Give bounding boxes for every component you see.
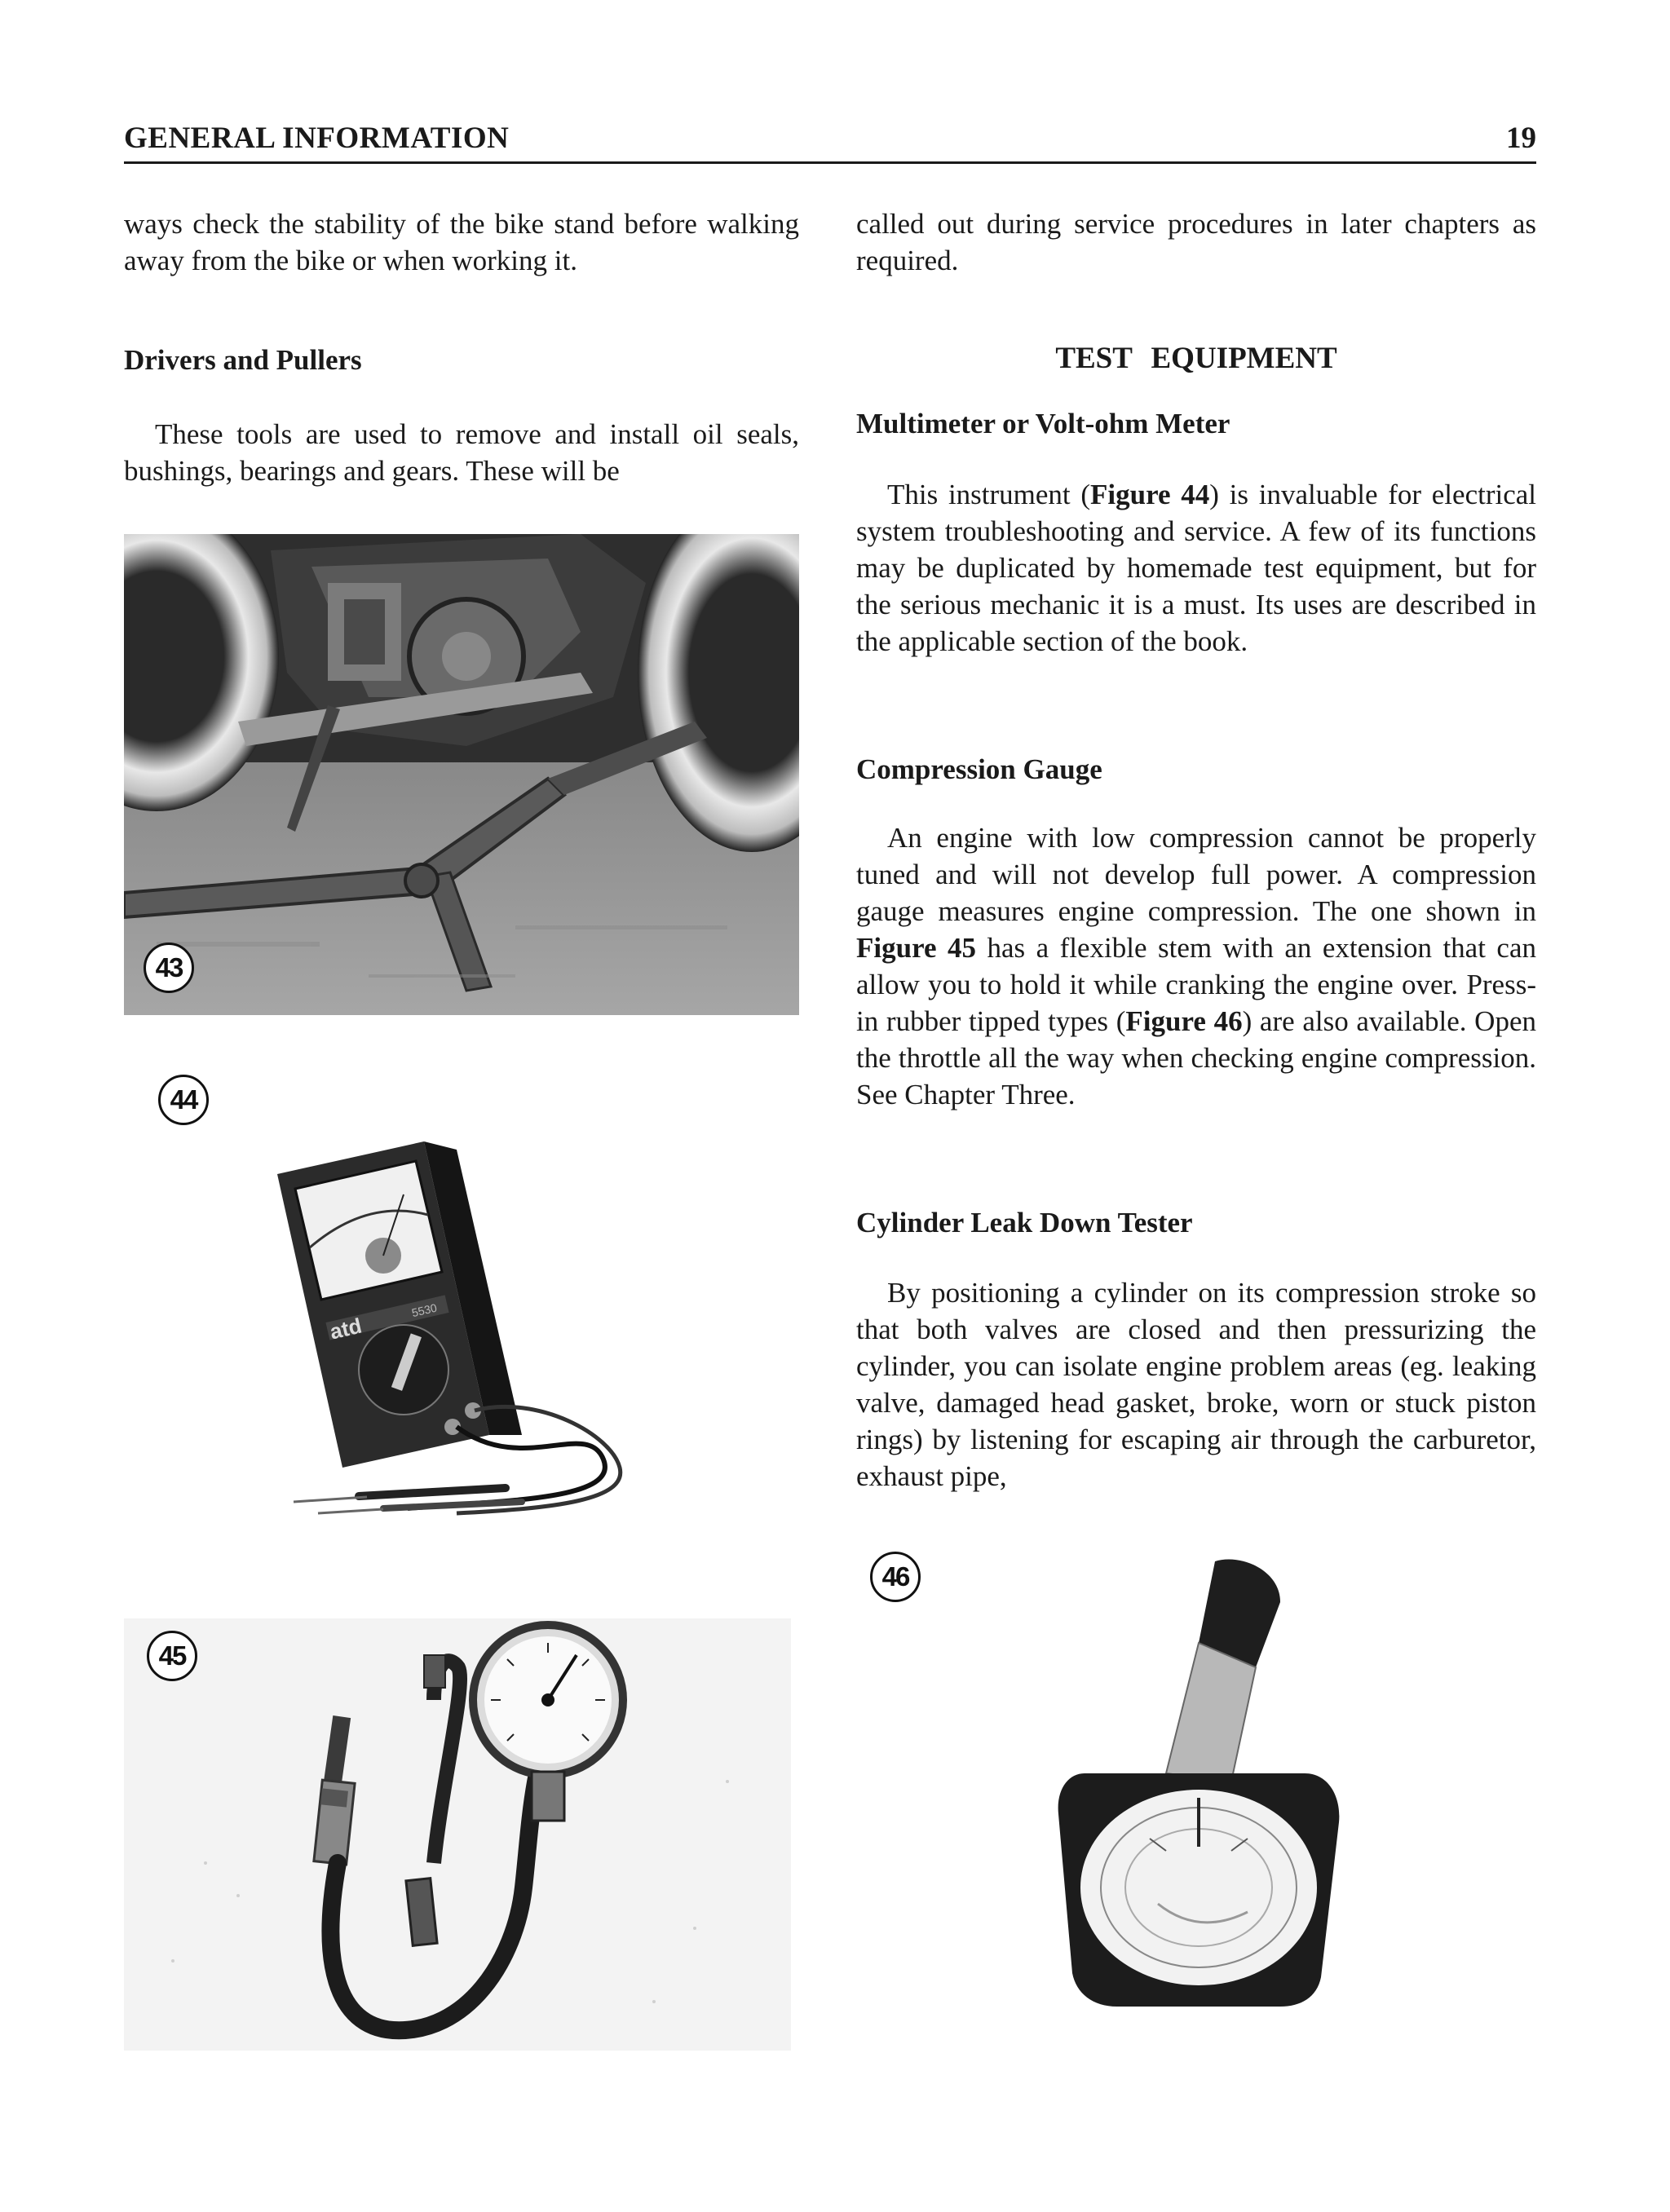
leakdown-heading: Cylinder Leak Down Tester	[856, 1207, 1193, 1238]
figure-46-press-in-gauge-photo	[1036, 1553, 1354, 2010]
running-head: GENERAL INFORMATION	[124, 121, 510, 155]
multimeter-paragraph: This instrument (Figure 44) is invaluable for electrical system troubleshooting and service. A few of its functions may be duplicated by homemade test equipment, but for the serious mechanic it is a must. Its uses are described in the applicable section of the book.	[856, 479, 1536, 657]
figure-44-callout: 44	[158, 1075, 209, 1125]
figure-46-callout: 46	[870, 1552, 921, 1602]
figure-43-callout: 43	[144, 943, 194, 993]
meter-model-label: 5530	[410, 1300, 439, 1320]
compression-heading: Compression Gauge	[856, 753, 1102, 785]
drivers-heading: Drivers and Pullers	[124, 344, 362, 376]
multimeter-heading: Multimeter or Volt-ohm Meter	[856, 408, 1230, 439]
right-intro-paragraph: called out during service procedures in later chapters as required.	[856, 208, 1536, 276]
figure-43-bike-stand-photo	[124, 534, 799, 1015]
figure-44-ref: Figure 44	[1090, 479, 1210, 510]
meter-brand-label: atd	[327, 1313, 364, 1344]
leakdown-paragraph: By positioning a cylinder on its compression stroke so that both valves are closed and then pressurizing the cylinder, you can isolate engine problem areas (eg. leaking valve, damaged head gasket, broke, worn or stuck piston rings) by listening for escaping air through the carburetor, exhaust pipe,	[856, 1277, 1536, 1492]
figure-45-callout: 45	[147, 1631, 197, 1681]
left-intro-paragraph: ways check the stability of the bike stand before walking away from the bike or when working it.	[124, 208, 799, 276]
test-equipment-heading: TEST EQUIPMENT	[1055, 342, 1337, 375]
drivers-paragraph: These tools are used to remove and install oil seals, bushings, bearings and gears. These will be	[124, 418, 799, 487]
figure-45-compression-gauge-photo	[124, 1618, 791, 2051]
page-number: 19	[1506, 121, 1536, 155]
figure-46-ref: Figure 46	[1125, 1005, 1243, 1037]
figure-45-ref: Figure 45	[856, 932, 976, 964]
figure-44-multimeter-photo	[261, 1125, 750, 1517]
compression-paragraph: An engine with low compression cannot be properly tuned and will not develop full power. A compression gauge measures engine compression. The one shown in Figure 45 has a flexible stem with an extension that can allow you to hold it while cranking the engine over. Press-in rubber tipped types (Figure 46) are also available. Open the throttle all the way when checking engine compression. See Chapter Three.	[856, 822, 1536, 1110]
header-rule	[124, 161, 1536, 164]
